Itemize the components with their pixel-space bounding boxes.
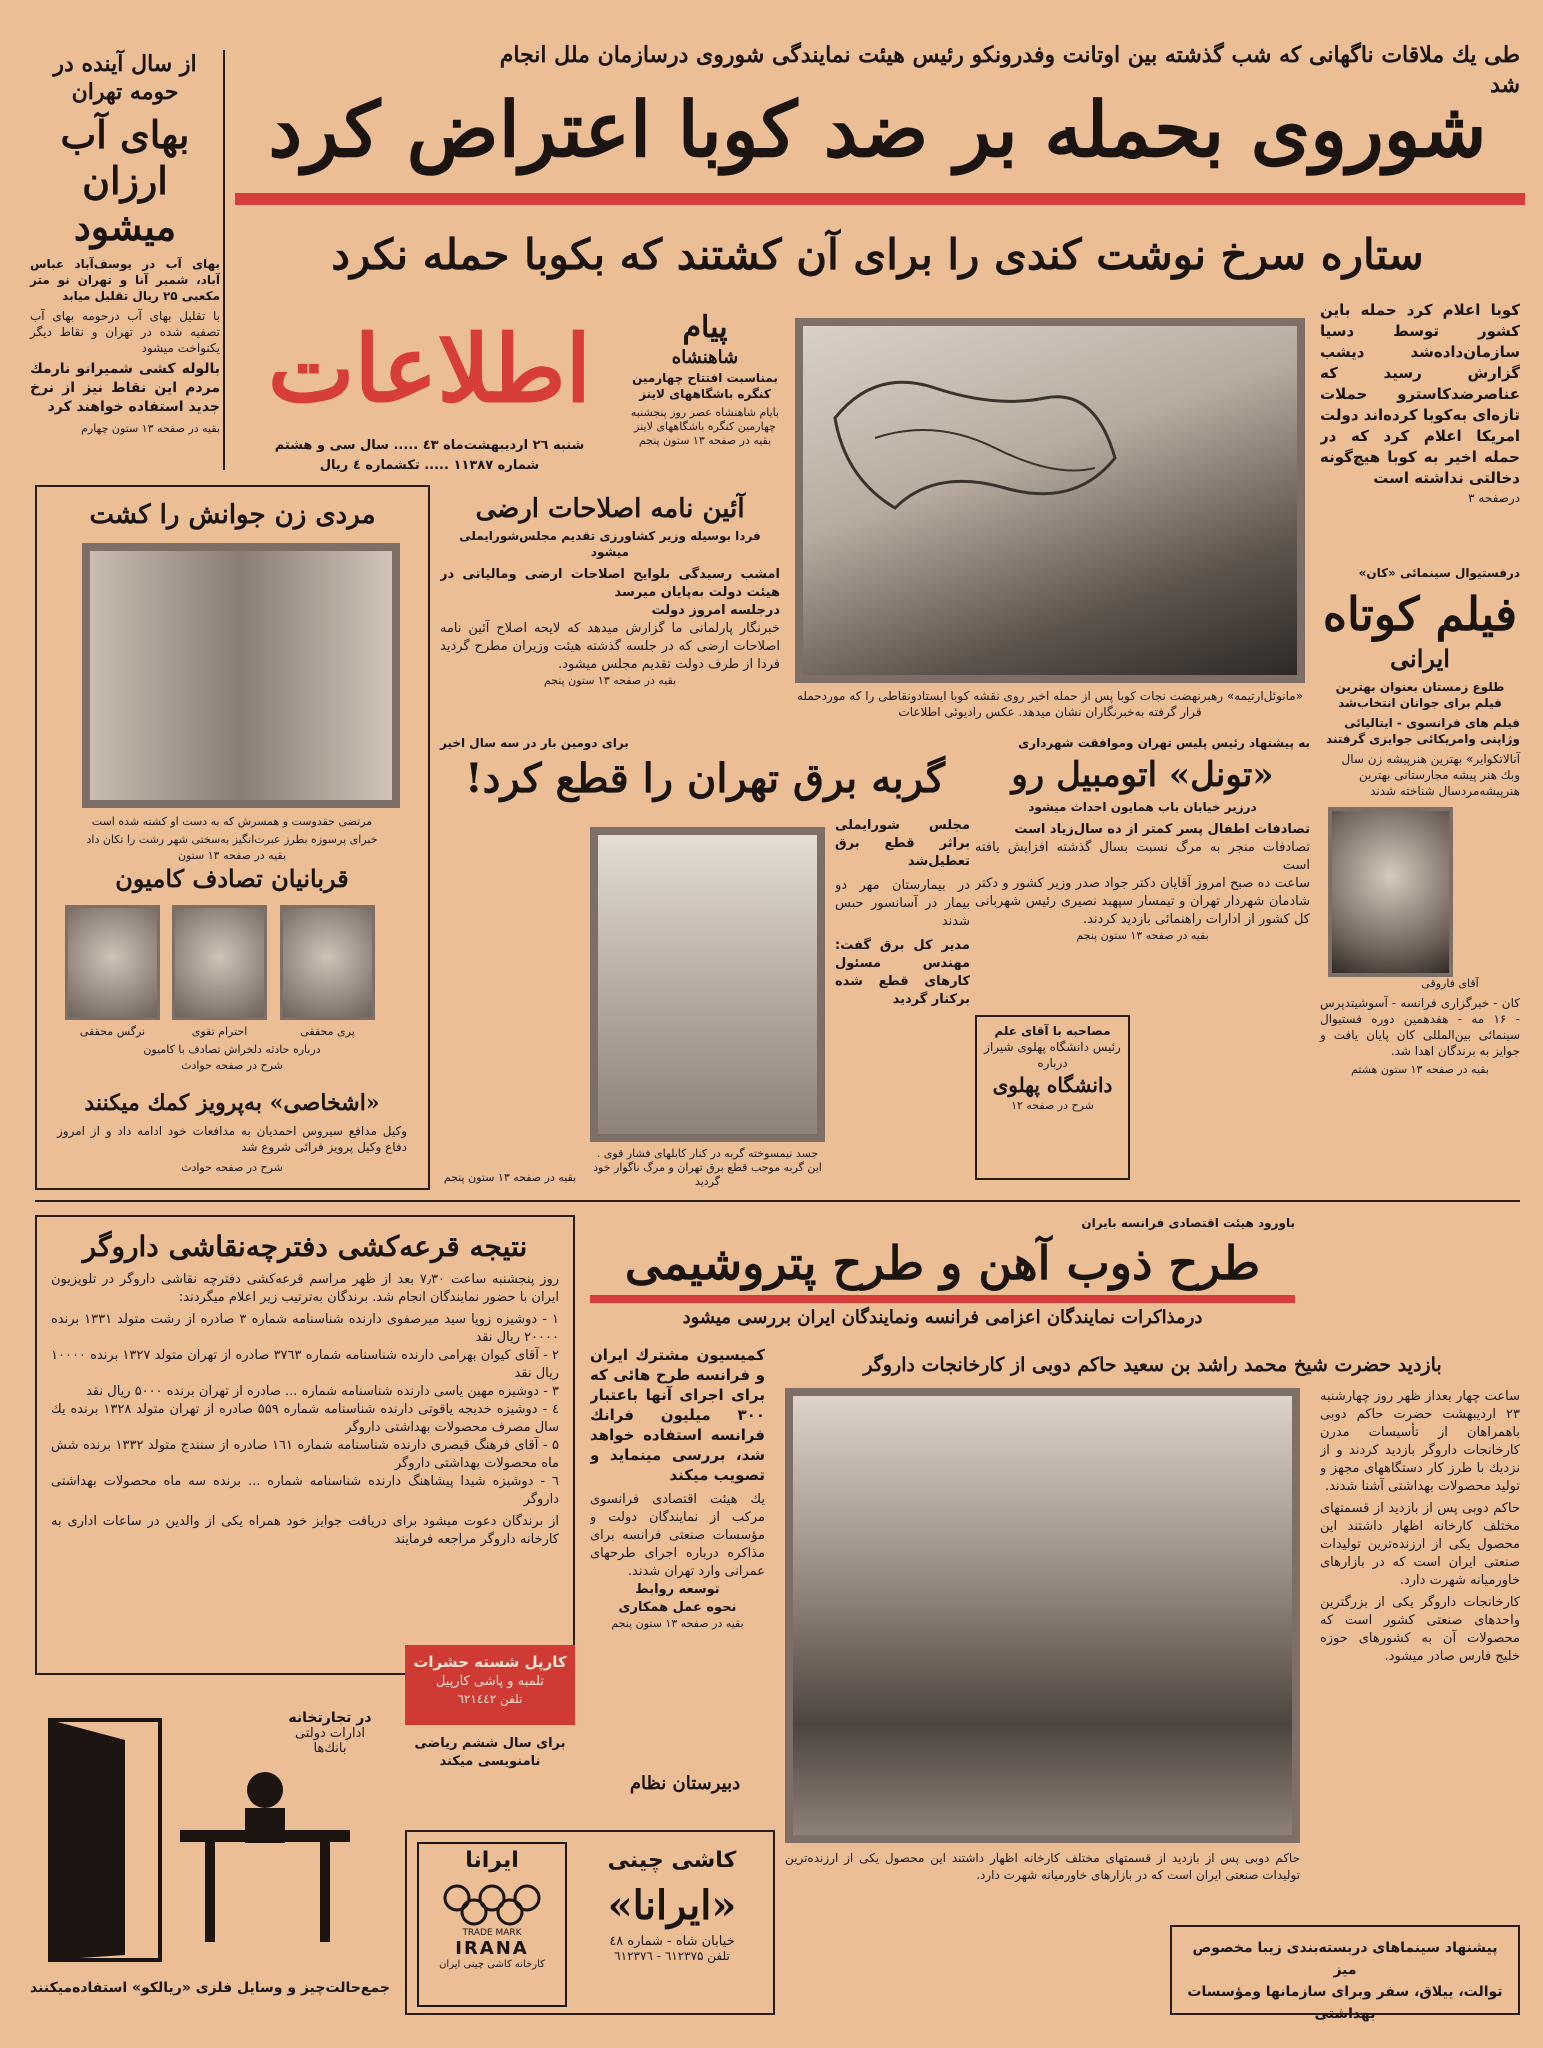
ad-military-school [405,1735,575,1810]
alam-about: درباره [1037,1056,1068,1070]
victim-photo-2 [172,905,267,1020]
truck-headline: قربانیان تصادف كامیون [115,864,349,893]
ad-tissue [1170,1925,1520,2022]
water-bullet-2: با تقلیل بهای آب درحومه بهای آب تصفیه شده در تهران و نقاط دیگر یكنواخت میشود [30,309,220,355]
headline-red-rule [235,193,1525,205]
water-bullet-3: بالوله كشی شمیرانو نارمك مردم این نقاط نیز از نرخ جدید استفاده خواهند كرد [30,361,220,415]
alam-cont: شرح در صفحه ۱۲ [1011,1099,1094,1112]
irana-logo [417,1842,567,2007]
sheikh-body-bottom: حاكم دوبی پس از بازدید از قسمتهای مختلف كارخانه اظهار داشتند این محصول یكی از ارزنده‌ترین تولیدات صنعتی ایران است كه در بازارهای خاورمیانه شهرت دارد. [785,1851,1300,1882]
mid-page-rule [35,1200,1520,1202]
victim-photo-3 [65,905,160,1020]
land-reform-bullet-1: امشب رسیدگی بلوایح اصلاحات ارضی ومالیاتی در هیئت دولت به‌پایان میرسد [440,567,780,600]
ad-karpil-line3: تلفن ٦۲۱٤٤۲ [457,1692,523,1706]
winner-4: ٤ - دوشیزه خدیجه یاقوتی دارنده شناسنامه شماره ۵۵۹ صادره از تهران متولد ۱۳۲۸ برنده یك سال مصرف محصولات بهداشتی داروگر [51,1402,559,1435]
land-reform-cont: بقیه در صفحه ۱۳ ستون پنجم [543,674,677,687]
water-headline: بهای آب ارزان میشود [60,112,190,249]
sheikh-body-3: كارخانجات داروگر یكی از بزرگترین واحدهای صنعتی كشور است كه محصولات آن به كشورهای حوزه خلیج فارس صادر میشود. [1320,1595,1520,1664]
winner-3: ۳ - دوشیزه مهین یاسی دارنده شناسنامه شماره ... صادره از تهران برنده ۵۰۰۰ ریال نقد [86,1384,559,1399]
shah-message-cont: بقیه در صفحه ۱۳ ستون پنجم [638,434,772,447]
film-body: كان - خبرگزاری فرانسه - آسوشیتدپرس - ۱۶ مه - هفدهمین دوره فستیوال سینمائی بین‌المللی كان پایان یافت و جوایز به برندگان اهدا شد. [1320,996,1520,1058]
cat-bullet-1: مجلس شورایملی براثر قطع برق تعطیل‌شد [835,818,970,869]
alam-title: مصاحبه با آقای علم [994,1024,1111,1038]
water-price-story [30,50,220,475]
ad-door-title: در تجارتخانه [288,1710,372,1726]
steel-sub3: نحوه عمل همكاری [618,1600,737,1615]
ad-school-line2: نامنویسی میكند [439,1754,541,1769]
cat-headline: گربه برق تهران را قطع كرد! [465,755,945,802]
ad-tissue-line2: توالت، ییلاق، سفر وبرای سازمانها ومؤسسات بهداشتی [1187,1984,1503,2022]
alam-sub: رئیس دانشگاه پهلوی شیراز [984,1040,1121,1054]
film-sub: ایرانی [1390,644,1450,673]
film-kicker: درفستیوال سینمائی «كان» [1358,566,1520,580]
tunnel-cont: بقیه در صفحه ۱۳ ستون پنجم [1076,929,1209,942]
couple-caption: مرتضی حقدوست و همسرش كه به دست او كشته شده است [91,815,373,828]
steel-cont: بقیه در صفحه ۱۳ ستون پنجم [611,1617,744,1630]
cat-cont: بقیه در صفحه ۱۳ ستون پنجم [443,1171,577,1184]
sheikh-factory-photo [785,1388,1300,1843]
victim-photo-1 [280,905,375,1020]
tunnel-headline: «تونل» اتومبیل رو [1011,755,1274,795]
cat-bullet-3: مدیر كل برق گفت: مهندس مسئول كارهای قطع شده بركنار گردید [835,938,970,1007]
ad-door-line1: ادارات دولتی [294,1726,366,1741]
ad-karpil-line2: تلمبه و پاشی كارپیل [435,1674,545,1689]
cat-blackout-story [440,735,970,1195]
eshkhasi-cont: شرح در صفحه حوادث [181,1161,283,1174]
issue-line: شماره ١١۳٨۷ ..... تكشماره ٤ ریال [319,458,540,473]
cuba-side-cont: درصفحه ۳ [1468,491,1520,505]
land-reform-body: خبرنگار پارلمانی ما گزارش میدهد كه لایحه اصلاح آئین نامه اصلاحات ارضی كه در جلسه گذشته هیئت وزیران مطرح گردید فردا از طرف دولت تقدیم مجلس میشود. [440,621,780,672]
irana-rings [422,1878,562,1928]
tunnel-bullet-1: تصادفات اطفال پسر كمتر از ده سال‌زیاد است [1014,822,1310,837]
sub-headline: ستاره سرخ نوشت كندی را برای آن كشتند كه بكوبا حمله نكرد [331,230,1424,279]
date-line: شنبه ۲٦ اردیبهشت‌ماه ٤۳ ..... سال سی و هشتم [274,438,585,453]
water-bullet-1: بهای آب در یوسف‌آباد عباس آباد، شمیر آنا و تهران نو متر مكعبی ۲۵ ریال تقلیل میابد [30,257,220,303]
land-reform-story [440,490,780,720]
husband-body: خبرای پرسوزه بطرز عبرت‌انگیز به‌سختی شهر رشت را تكان داد [86,833,378,846]
eshkhasi-body: وكیل مدافع سیروس احمدیان به مدافعات خود ادامه داد و از امروز دفاع وكیل پرویز فرائی شروع شد [57,1124,407,1154]
water-cont: بقیه در صفحه ۱۳ ستون چهارم [81,422,220,435]
winner-6: ٦ - دوشیزه شیدا پیشاهنگ دارنده شناسنامه شماره ... برنده سه ماه محصولات بهداشتی داروگر [51,1474,559,1507]
winner-2: ۲ - آقای كیوان بهرامی دارنده شناسنامه شماره ۳۷٦۳ صادره از تهران متولد ۱۳۲۷ برنده ۱۰۰۰۰ ریال نقد [51,1348,559,1381]
cat-bullet-2: در بیمارستان مهر دو بیمار در آسانسور حبس شدند [835,878,970,929]
alam-topic: دانشگاه پهلوی [992,1073,1113,1097]
film-cont: بقیه در صفحه ۱۳ ستون هشتم [1351,1063,1489,1076]
shah-message-occasion: بمناسبت افتتاح چهارمین كنگره باشگاههای لاینز [632,371,778,401]
ad-school-line1: برای سال ششم ریاضی [414,1736,566,1751]
lottery-box [35,1215,575,1675]
ad-rialco [30,1700,390,2025]
truck-caption: درباره حادثه دلخراش تصادف با كامیون [143,1043,321,1056]
husband-cont: بقیه در صفحه ۱۳ ستون [177,849,287,862]
steel-bullet-1: كمیسیون مشترك ایران و فرانسه طرح هائی كه برای اجرای آنها باعتبار ۳۰۰ میلیون فرانك فرانسه استفاده خواهد شد، بررسی مینماید و تصویب میكند [590,1346,765,1484]
sheikh-body: ساعت چهار بعداز ظهر روز چهارشنبه ۲۳ اردیبهشت حضرت حاكم دوبی باهمراهان از تأسیسات مدرن كارخانجات داروگر بازدید كردند و از نزدیك با طرز كار دستگاههای مجهز و تولید محصولات بهداشتی آشنا شدند. [1320,1389,1520,1494]
shah-message-body: بایام شاهنشاه عصر روز پنجشنبه چهارمین كنگره باشگاههای لاینز [630,406,780,433]
sheikh-visit-story [785,1350,1520,2015]
left-column-rule [223,50,225,470]
ad-school-title: دبیرستان نظام [629,1773,741,1794]
farooqi-caption: آقای فاروقی [1421,977,1479,990]
shah-message-sub: شاهنشاه [671,347,739,368]
truck-cont: شرح در صفحه حوادث [181,1059,283,1072]
top-kicker: طی یك ملاقات ناگهانی كه شب گذشته بین اوتانت وفدرونكو رئیس هیئت نمایندگی شوروی درسازمان ملل انجام شد [499,42,1520,98]
irana-phone: تلفن ٦۱۲۳۷۵ - ٦۱۲۳۷٦ [614,1949,730,1963]
film-bullet-2: آنالاتكو‌ایر» بهترین هنرپیشه زن سال وبك هنر پیشه مجارستانی بهترین هنرپیشه‌مردسال شناخته شدند [1341,752,1520,798]
lottery-body: روز پنجشنبه ساعت ۷٫۳۰ بعد از ظهر مراسم قرعه‌كشی دفترچه نقاشی داروگر در تلویزیون ایران با حضور نمایندگان انجام شد. برندگان به‌ترتیب زیر اعلام میگردند: [51,1272,559,1305]
cat-photo-caption: جسد نیمسوخته گربه در كنار كابلهای فشار قوی . این گربه موجب قطع برق تهران و مرگ ناگوار خود گردید [593,1147,822,1188]
tunnel-bullet-2: تصادفات منجر به مرگ نسبت بسال گذشته افزایش یافته است [975,840,1310,873]
shah-message-title: پیام [682,310,728,345]
eshkhasi-headline: «اشخاصی» به‌پرویز كمك میكنند [84,1090,380,1116]
water-kicker: از سال آینده در حومه تهران [53,51,197,105]
husband-headline: مردی زن جوانش را كشت [89,500,376,530]
ad-irana [405,1830,775,2015]
lottery-footer: از برندگان دعوت میشود برای دریافت جوایز خود همراه یكی از والدین در ساعات اداری به كارخانه داروگر مراجعه فرمایند [51,1514,559,1547]
shah-message [630,310,780,480]
film-bullet-1: فیلم های فرانسوی - ایتالیائی وژاپنی وامریكائی جوایزی گرفتند [1326,716,1520,746]
land-reform-headline: آئین نامه اصلاحات ارضی [475,494,745,524]
tunnel-kicker: به پیشنهاد رئیس پلیس تهران وموافقت شهرداری [1018,736,1310,750]
ad-tissue-line1: پیشنهاد سینما‌های دربسته‌بندی زیبا مخصوص میز [1192,1940,1498,1978]
steel-headline: طرح ذوب آهن و طرح پتروشیمی [624,1236,1261,1290]
main-headline: شوروی بحمله بر ضد كوبا اعتراض كرد [268,85,1487,174]
steel-kicker: باورود هیئت اقتصادی فرانسه بایران [1081,1216,1295,1230]
cuba-side-text: كوبا اعلام كرد حمله باین كشور توسط دسیا سازمان‌داده‌شد دیشب گزارش رسید كه عناصرضدكاسترو حملات تازه‌ای به‌كوبا كرده‌اند دولت امریكا اعلام كرد كه در حمله اخیر به كوبا هیچ‌گونه دخالتی نداشته است [1320,301,1520,487]
couple-photo [82,543,400,808]
irana-logo-en: IRANA [455,1938,529,1959]
map-photo-caption: «مانوئل‌ارتیمه» رهبرنهضت نجات كوبا پس از حمله اخیر روی نقشه كوبا ایستادونقاطی را كه موردحمله قرار گرفته به‌خبرنگاران نشان میدهد. عكس رادیوئی اطلاعات [796,689,1304,719]
masthead-title: اطلاعات [267,315,592,423]
steel-body: یك هیئت اقتصادی فرانسوی مركب از نمایندگان دولت و مؤسسات صنعتی فرانسه برای مذاكره درباره اجرای طرحهای عمرانی وارد تهران شدند. [590,1492,765,1579]
irana-logo-fa: ایرانا [465,1848,519,1873]
sheikh-body-2: حاكم دوبی پس از بازدید از قسمتهای مختلف كارخانه اظهار داشتند این محصول یكی از ارزنده‌ترین تولیدات صنعتی ایران است كه در بازارهای خاورمیانه شهرت دارد. [1320,1501,1520,1588]
sheikh-headline: بازدید حضرت شیخ محمد راشد بن سعید حاكم دوبی از كارخانجات داروگر [863,1354,1442,1376]
tunnel-sub: درزیر خیابان باب همایون احداث میشود [1028,800,1257,814]
steel-red-rule [590,1295,1295,1303]
ad-door-line2: بانك‌ها [313,1741,347,1756]
cuba-map-photo [795,318,1305,683]
alam-interview-box [975,1015,1130,1180]
film-story [1320,565,1520,1195]
irana-address: خیابان شاه - شماره ٤٨ [609,1934,735,1949]
land-reform-bullet-2: درجلسه امروز دولت [651,603,780,618]
steel-sub: درمذاكرات نمایندگان اعزامی فرانسه ونمایندگان ایران بررسی میشود [682,1307,1203,1328]
ad-karpil-line1: كارپل شسته حشرات [413,1653,567,1671]
steel-sub2: توسعه روابط [635,1582,720,1597]
irana-brand-fa: كاشی چینی [607,1848,737,1873]
film-headline: فیلم كوتاه [1322,587,1518,641]
victim-name-1: پری محققی [300,1025,355,1038]
victim-name-2: احترام تقوی [191,1025,248,1038]
irana-trade-mark: TRADE MARK [462,1928,522,1938]
irana-factory: كارخانه كاشی چینی ایران [439,1959,545,1970]
land-reform-kicker: فردا بوسیله وزیر كشاورزی تقدیم مجلس‌شورایملی میشود [459,529,761,559]
ad-karpil [405,1645,575,1725]
tunnel-story [975,735,1310,1190]
film-lead: طلوع زمستان بعنوان بهترین فیلم برای جوانان انتخاب‌شد [1335,680,1505,710]
map-graphic [815,338,1135,558]
irana-brand-big: «ایرانا» [607,1882,737,1929]
cat-kicker: برای دومین بار در سه سال اخیر [440,736,629,750]
ad-door-footer: جمع‌حالت‌چیز و وسایل فلزی «ریالكو» استفاده‌میكنند [30,1980,390,1996]
winner-5: ۵ - آقای فرهنگ قیصری دارنده شناسنامه شماره ۱٦۱ صادره از سنندج متولد ۱۳۳۲ برنده شش ماه محصولات بهداشتی داروگر [51,1438,559,1471]
tunnel-body: ساعت ده صبح امروز آقایان دكتر جواد صدر وزیر كشور و دكتر شادمان شهردار تهران و تیمسار سپهبد نصیری رئیس شهربانی كل كشور از ادارات راهنمائی بازدید كردند. [975,876,1310,927]
farooqi-photo [1328,807,1453,977]
lottery-headline: نتیجه قرعه‌كشی دفترچه‌نقاشی داروگر [82,1230,528,1263]
cat-cable-photo [590,827,825,1142]
husband-killed-wife-box [35,485,430,1190]
victim-name-3: نرگس محققی [79,1025,146,1038]
cuba-side-story [1320,300,1520,560]
winner-1: ۱ - دوشیزه زویا سید میرصفوی دارنده شناسنامه شماره ۳ صادره از رشت متولد ۱۳۳۱ برنده ۲۰۰۰۰ ریال نقد [51,1312,559,1345]
